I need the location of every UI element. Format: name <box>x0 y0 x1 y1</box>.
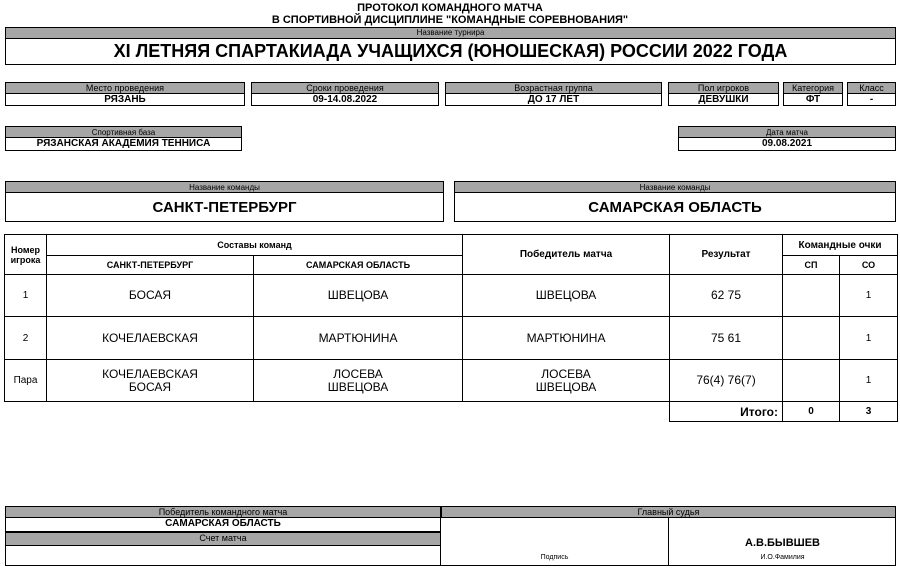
tournament-label: Название турнира <box>5 27 896 39</box>
team2-pair-player: ШВЕЦОВА <box>327 379 389 394</box>
table-row <box>5 317 898 360</box>
base-label: Спортивная база <box>5 126 242 138</box>
col-result-header: Результат <box>670 235 783 275</box>
team-winner-value: САМАРСКАЯ ОБЛАСТЬ <box>5 518 441 532</box>
total-label: Итого: <box>670 402 783 422</box>
judge-label: Главный судья <box>441 506 896 518</box>
points-sp <box>783 275 840 317</box>
col-number-header: Номер игрока <box>5 235 47 275</box>
row-number: Пара <box>5 360 47 402</box>
match-result: 76(4) 76(7) <box>670 360 783 402</box>
col-so-header: СО <box>840 256 898 275</box>
match-date-label: Дата матча <box>678 126 896 138</box>
col-team1-header: САНКТ-ПЕТЕРБУРГ <box>47 256 254 275</box>
age-value: ДО 17 ЛЕТ <box>445 94 662 106</box>
col-points-header: Командные очки <box>783 235 898 256</box>
points-sp <box>783 360 840 402</box>
team2-pair-player: ЛОСЕВА <box>333 366 383 381</box>
judge-name-label: И.О.Фамилия <box>760 554 805 561</box>
team2-label: Название команды <box>454 181 896 193</box>
team2-player: МАРТЮНИНА <box>254 317 463 360</box>
team2-player: ШВЕЦОВА <box>254 275 463 317</box>
match-winner: ШВЕЦОВА <box>463 275 670 317</box>
category-label: Категория <box>783 82 843 94</box>
dates-value: 09-14.08.2022 <box>251 94 439 106</box>
judge-name: А.В.БЫВШЕВ <box>745 537 820 549</box>
row-number: 2 <box>5 317 47 360</box>
points-sp <box>783 317 840 360</box>
total-sp: 0 <box>783 402 840 422</box>
points-so: 1 <box>840 317 898 360</box>
protocol-title: ПРОТОКОЛ КОМАНДНОГО МАТЧА <box>357 2 543 14</box>
winner-pair-player: ЛОСЕВА <box>541 366 591 381</box>
col-sp-header: СП <box>783 256 840 275</box>
total-so: 3 <box>840 402 898 422</box>
class-label: Класс <box>847 82 896 94</box>
venue-label: Место проведения <box>5 82 245 94</box>
col-team2-header: САМАРСКАЯ ОБЛАСТЬ <box>254 256 463 275</box>
class-value: - <box>847 94 896 106</box>
team1-pair-player: БОСАЯ <box>128 379 172 394</box>
points-so: 1 <box>840 360 898 402</box>
score-value <box>5 546 441 566</box>
team1-player: БОСАЯ <box>47 275 254 317</box>
category-value: ФТ <box>783 94 843 106</box>
points-so: 1 <box>840 275 898 317</box>
age-label: Возрастная группа <box>445 82 662 94</box>
team1-pair <box>47 360 254 402</box>
team1-pair-player: КОЧЕЛАЕВСКАЯ <box>102 366 198 381</box>
match-result: 62 75 <box>670 275 783 317</box>
gender-label: Пол игроков <box>668 82 779 94</box>
match-result: 75 61 <box>670 317 783 360</box>
col-winner-header: Победитель матча <box>463 235 670 275</box>
team2-name: САМАРСКАЯ ОБЛАСТЬ <box>454 193 896 222</box>
table-row <box>5 275 898 317</box>
team1-label: Название команды <box>5 181 444 193</box>
discipline-title: В СПОРТИВНОЙ ДИСЦИПЛИНЕ "КОМАНДНЫЕ СОРЕВНОВАНИЯ" <box>271 14 629 26</box>
total-row <box>5 402 898 422</box>
match-winner: МАРТЮНИНА <box>463 317 670 360</box>
col-rosters-header: Составы команд <box>47 235 463 256</box>
results-table <box>4 234 898 422</box>
venue-value: РЯЗАНЬ <box>5 94 245 106</box>
match-winner-pair <box>463 360 670 402</box>
tournament-name: XI ЛЕТНЯЯ СПАРТАКИАДА УЧАЩИХСЯ (ЮНОШЕСКАЯ) РОССИИ 2022 ГОДА <box>5 39 896 65</box>
score-label: Счет матча <box>5 532 441 546</box>
team2-pair <box>254 360 463 402</box>
dates-label: Сроки проведения <box>251 82 439 94</box>
team-winner-label: Победитель командного матча <box>5 506 441 518</box>
team1-name: САНКТ-ПЕТЕРБУРГ <box>5 193 444 222</box>
base-value: РЯЗАНСКАЯ АКАДЕМИЯ ТЕННИСА <box>5 138 242 151</box>
winner-pair-player: ШВЕЦОВА <box>535 379 597 394</box>
match-date-value: 09.08.2021 <box>678 138 896 151</box>
team1-player: КОЧЕЛАЕВСКАЯ <box>47 317 254 360</box>
row-number: 1 <box>5 275 47 317</box>
gender-value: ДЕВУШКИ <box>668 94 779 106</box>
signature-label: Подпись <box>540 554 569 561</box>
table-row <box>5 360 898 402</box>
